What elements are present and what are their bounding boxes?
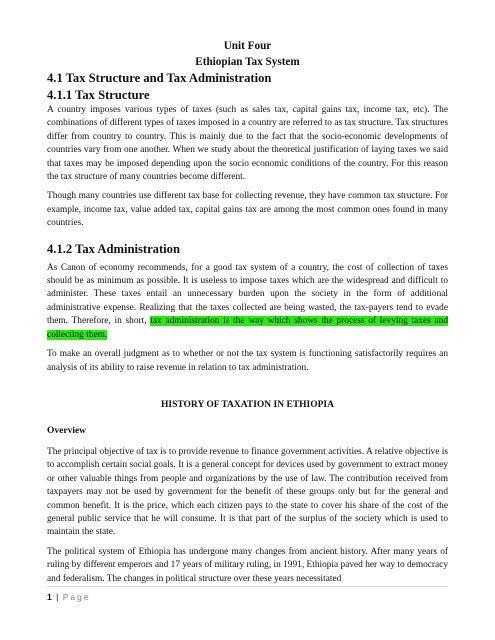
history-heading: HISTORY OF TAXATION IN ETHIOPIA [161, 399, 334, 410]
tax-structure-paragraph-2: Though many countries use different tax base for collecting revenue, they have common tax structure. For example, income tax, value added tax, capital gains tax are among the most common ones found in many countries. [47, 191, 448, 229]
footer-separator: | [56, 592, 59, 602]
overview-paragraph-1: The principal objective of tax is to provide revenue to finance government activities. A relative objective is to accomplish certain social goals. It is a general concept for devices used by government to extract money or other valuable things from people and organizations by the use of law. The contribution received from taxpayers may not be used by government for the benefit of these groups only but for the general and common benefit. It is the price, which each citizen pays to the state to cover his share of the cost of the general public service that he will consume. It is that part of the surplus of the society which is used to maintain the state. [47, 446, 448, 538]
unit-title: Unit Four [223, 40, 272, 52]
overview-heading: Overview [47, 425, 87, 436]
section-4-1-2-heading: 4.1.2 Tax Administration [47, 241, 180, 256]
tax-structure-paragraph-1: A country imposes various types of taxes (such as sales tax, capital gains tax, income tax, etc). The combinations of different types of taxes imposed in a country are referred to as tax structure. Tax structures differ from country to country. This is mainly due to the fact that the socio-economic developments of countries vary from one another. When we study about the theoretical justification of laying taxes we said that taxes may be imposed depending upon the socio economic conditions of the country. For this reason the tax structure of many countries become different. [47, 105, 448, 183]
section-4-1-1-heading: 4.1.1 Tax Structure [47, 88, 150, 102]
paragraph-text: As Canon of economy recommends, for a good tax system of a country, the cost of collection of taxes should be as minimum as possible. It is useless to impose taxes which are the widespread and difficult to administer. These taxes entail an unnecessary burden upon the society in the form of additional administrative expense. Realizing that the taxes collected are being wasted, the tax-payers tend to evade them. Therefore, in short, [47, 262, 448, 327]
page-footer [47, 586, 448, 602]
section-4-1-heading: 4.1 Tax Structure and Tax Administration [47, 71, 272, 85]
overview-paragraph-2: The political system of Ethiopia has undergone many changes from ancient history. After many years of ruling by different emperors and 17 years of military ruling, in 1991, Ethiopia paved her way to democracy and federalism. The changes in political structure over these years necessitated [47, 546, 448, 584]
highlighted-text: tax administration is the way which shows the process of levying taxes and collecting them. [47, 316, 448, 340]
tax-administration-paragraph-1 [47, 262, 448, 342]
tax-administration-paragraph-2: To make an overall judgment as to whether or not the tax system is functioning satisfactorily requires an analysis of its ability to raise revenue in relation to tax administration. [47, 349, 448, 373]
page-number: 1 [47, 592, 52, 602]
page-label: Page [62, 592, 91, 602]
page-content [47, 38, 448, 586]
chapter-title: Ethiopian Tax System [195, 56, 300, 68]
